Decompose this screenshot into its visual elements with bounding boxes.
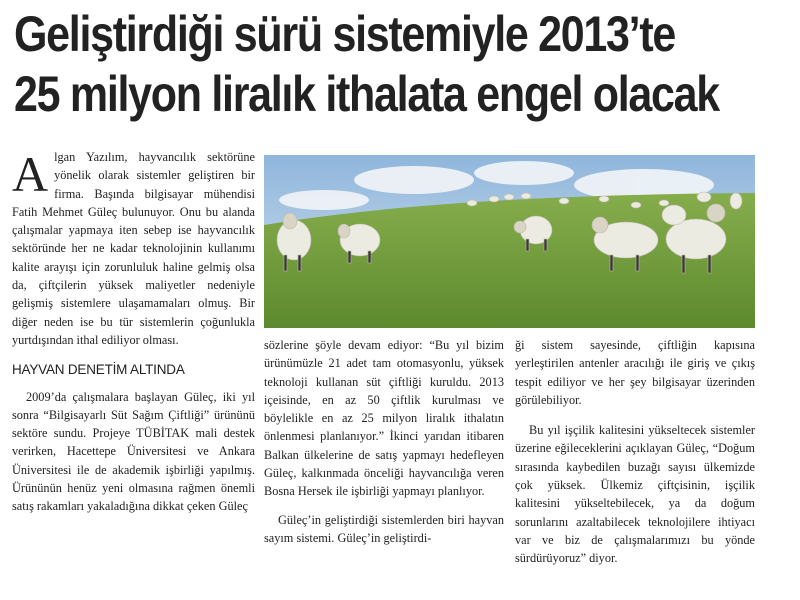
paragraph-6: Bu yıl işçilik kalitesini yükseltecek sistemler üzerine eğileceklerini açıklayan Güleç, “Doğum sırasında kaybedilen buzağı sayısı ülkemizde çok yüksek. Ülkemiz çiftçisinin, işçilik kalitesini yükseltebilecek, ya da doğum sorunlarını azaltabilecek teknolojilere ihtiyacı var ve biz de çalışmalarımızı bu yönde sürdürüyoruz” diyor. (515, 423, 755, 566)
paragraph-3: sözlerine şöyle devam ediyor: “Bu yıl bizim ürünümüzle 21 adet tam otomasyonlu, yüksek teknoloji kullanan süt çiftliği kuruldu. 2013 içeisinde, en az 50 çiftlik kurulması ve böylelikle en az 25 milyon liralık ithalatın önlenmesi planlanıyor.” İkinci yarıdan itibaren Balkan ülkelerine de satış yapmayı hedefleyen Güleç, kalkınmada önceliği hayvancılığa veren Bosna Hersek ile işbirliği yapmayı planlıyor. (264, 338, 504, 499)
headline-line-2: 25 milyon liralık ithalata engel olacak (14, 66, 719, 122)
paragraph-2: 2009’da çalışmalara başlayan Güleç, iki yıl sonra “Bilgisayarlı Süt Sağım Çiftliği” ürününü sektöre sundu. Projeye TÜBİTAK mali destek verirken, Hacettepe Üniversitesi ve Ankara Üniversitesi ile de akademik işbirliği yapılmış. Ürününün henüz yeni olmasına rağmen önemli satış rakamları yakaladığına dikkat çeken Güleç (12, 389, 255, 514)
paragraph-4: Güleç’in geliştirdiği sistemlerden biri hayvan sayım sistemi. Güleç’in geliştirdi- (264, 512, 504, 545)
headline-line-1: Geliştirdiği sürü sistemiyle 2013’te (14, 6, 675, 62)
paragraph-5: ği sistem sayesinde, çiftliğin kapısına yerleştirilen antenler aracılığı ile giriş ve çıkış tespit ediliyor ve her şey bilgisayar üzerinden görülebiliyor. (515, 338, 755, 407)
lead-paragraph (12, 148, 255, 349)
drop-cap: A (12, 146, 49, 202)
sheep-photo (264, 155, 755, 328)
article-headline (14, 4, 719, 124)
lead-text: lgan Yazılım, hayvancılık sektörüne yönelik olarak sistemler geliştiren bir firma. Başında bilgisayar mühendisi Fatih Mehmet Güleç bulunuyor. Onu bu alanda çalışmalar yapmaya iten sebep ise hayvancılık sektöründe her ne kadar teknolojinin kullanımı kalite arayışı için zorunluluk haline gelmiş olsa da, çiftçilerin yüksek maliyetler nedeniyle gelişmiş sistemlere ulaşamamaları olmuş. Bir diğer neden ise bu tür sistemlerin çoğunlukla yurtdışından ithal ediliyor olması. (12, 150, 255, 347)
article-column-2 (264, 336, 504, 547)
article-column-1 (12, 148, 255, 516)
section-subheading: HAYVAN DENETİM ALTINDA (12, 362, 185, 378)
article-column-3 (515, 336, 755, 568)
